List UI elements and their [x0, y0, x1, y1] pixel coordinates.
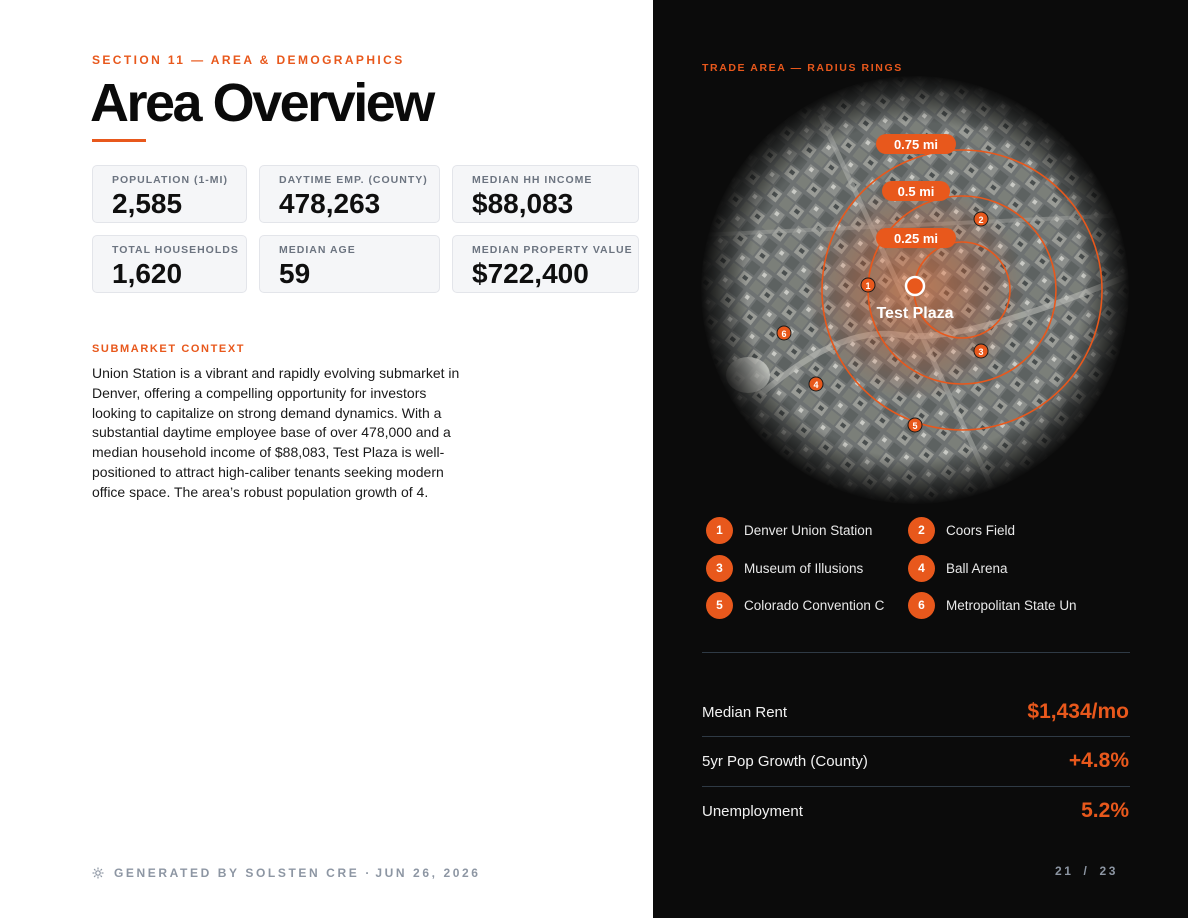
ring-label-025: [876, 228, 956, 248]
footer: [92, 866, 481, 880]
metric-value-pop-growth: +4.8%: [1068, 749, 1129, 772]
metric-divider: [702, 736, 1130, 737]
metric-divider: [702, 786, 1130, 787]
poi-name: Museum of Illusions: [744, 560, 864, 576]
map-marker-2[interactable]: [974, 212, 988, 226]
stat-label: TOTAL HOUSEHOLDS: [112, 244, 239, 256]
poi-number: 5: [706, 592, 733, 619]
title-underline: [92, 139, 146, 142]
page-total: 23: [1099, 864, 1118, 878]
footer-generated: GENERATED BY SOLSTEN CRE: [114, 866, 360, 880]
footer-date: JUN 26, 2026: [375, 866, 481, 880]
poi-number: 1: [706, 517, 733, 544]
page-current: 21: [1054, 864, 1074, 878]
section-label: SECTION 11 — AREA & DEMOGRAPHICS: [92, 53, 405, 67]
map-marker-1[interactable]: [861, 278, 875, 292]
stat-label: MEDIAN AGE: [279, 244, 356, 256]
center-pin: [906, 277, 924, 295]
poi-number: 6: [908, 592, 935, 619]
svg-text:0.75 mi: 0.75 mi: [893, 137, 939, 152]
poi-item-3: [706, 553, 863, 583]
metric-label-median-rent: Median Rent: [702, 704, 788, 721]
stat-label: MEDIAN HH INCOME: [472, 174, 593, 186]
page-title: Area Overview: [90, 73, 433, 133]
stat-card-daytime-emp: [259, 165, 440, 223]
svg-text:0.25 mi: 0.25 mi: [893, 231, 939, 246]
poi-name: Coors Field: [946, 522, 1016, 538]
stat-value: $88,083: [472, 188, 574, 219]
svg-text:5: 5: [912, 421, 918, 431]
poi-number: 3: [706, 555, 733, 582]
submarket-body: Union Station is a vibrant and rapidly evolving submarket in Denver, offering a compelling opportunity for investors looking to capitalize on strong demand dynamics. With a substantial daytime employee base of over 478,000 and a median household income of $88,083, Test Plaza is well-positioned to attract high-caliber tenants seeking modern office space. The area’s robust population growth of 4.: [92, 365, 460, 500]
map-label: TRADE AREA — RADIUS RINGS: [702, 62, 903, 74]
stat-card-total-households: [92, 235, 247, 293]
ring-label-075: [876, 134, 956, 154]
stat-value: 478,263: [279, 188, 381, 219]
stat-value: 59: [279, 258, 311, 289]
poi-number: 4: [908, 555, 935, 582]
metric-value-unemployment: 5.2%: [1081, 799, 1129, 822]
svg-text:4: 4: [813, 380, 819, 390]
map-marker-4[interactable]: [809, 377, 823, 391]
page-number: [1055, 864, 1118, 878]
trade-area-map-svg: [700, 75, 1130, 505]
poi-name: Ball Arena: [946, 560, 1008, 576]
map-marker-5[interactable]: [908, 418, 922, 432]
metric-value-median-rent: $1,434/mo: [1027, 700, 1129, 723]
poi-number: 2: [908, 517, 935, 544]
poi-item-2: [908, 515, 1015, 545]
section-divider: [702, 652, 1130, 653]
footer-separator: ·: [365, 866, 370, 880]
stat-card-median-hh-income: [452, 165, 639, 223]
poi-item-5: [706, 590, 884, 620]
metric-label-unemployment: Unemployment: [702, 803, 803, 820]
page-separator: /: [1083, 864, 1090, 878]
stat-card-population: [92, 165, 247, 223]
submarket-label: SUBMARKET CONTEXT: [92, 343, 246, 355]
poi-item-6: [908, 590, 1077, 620]
stat-value: 1,620: [112, 258, 183, 289]
map-marker-3[interactable]: [974, 344, 988, 358]
svg-text:1: 1: [865, 281, 871, 291]
center-label: Test Plaza: [876, 305, 954, 322]
stat-label: MEDIAN PROPERTY VALUE: [472, 244, 633, 256]
stat-value: $722,400: [472, 258, 589, 289]
poi-name: Metropolitan State Un: [946, 597, 1077, 613]
poi-name: Denver Union Station: [744, 522, 873, 538]
stat-label: DAYTIME EMP. (COUNTY): [279, 174, 428, 186]
svg-text:0.5 mi: 0.5 mi: [897, 184, 935, 199]
stat-card-median-age: [259, 235, 440, 293]
right-panel: [653, 0, 1188, 918]
svg-text:3: 3: [978, 347, 984, 357]
poi-item-1: [706, 515, 872, 545]
stat-value: 2,585: [112, 188, 183, 219]
svg-text:6: 6: [781, 329, 787, 339]
trade-area-map: [700, 75, 1130, 505]
svg-text:2: 2: [978, 215, 984, 225]
map-marker-6[interactable]: [777, 326, 791, 340]
poi-name: Colorado Convention C: [744, 597, 885, 613]
gear-icon: [92, 867, 104, 879]
stat-label: POPULATION (1-MI): [112, 174, 228, 186]
metric-label-pop-growth: 5yr Pop Growth (County): [702, 753, 868, 770]
stat-card-median-property-value: [452, 235, 639, 293]
ring-label-05: [882, 181, 950, 201]
poi-item-4: [908, 553, 1008, 583]
